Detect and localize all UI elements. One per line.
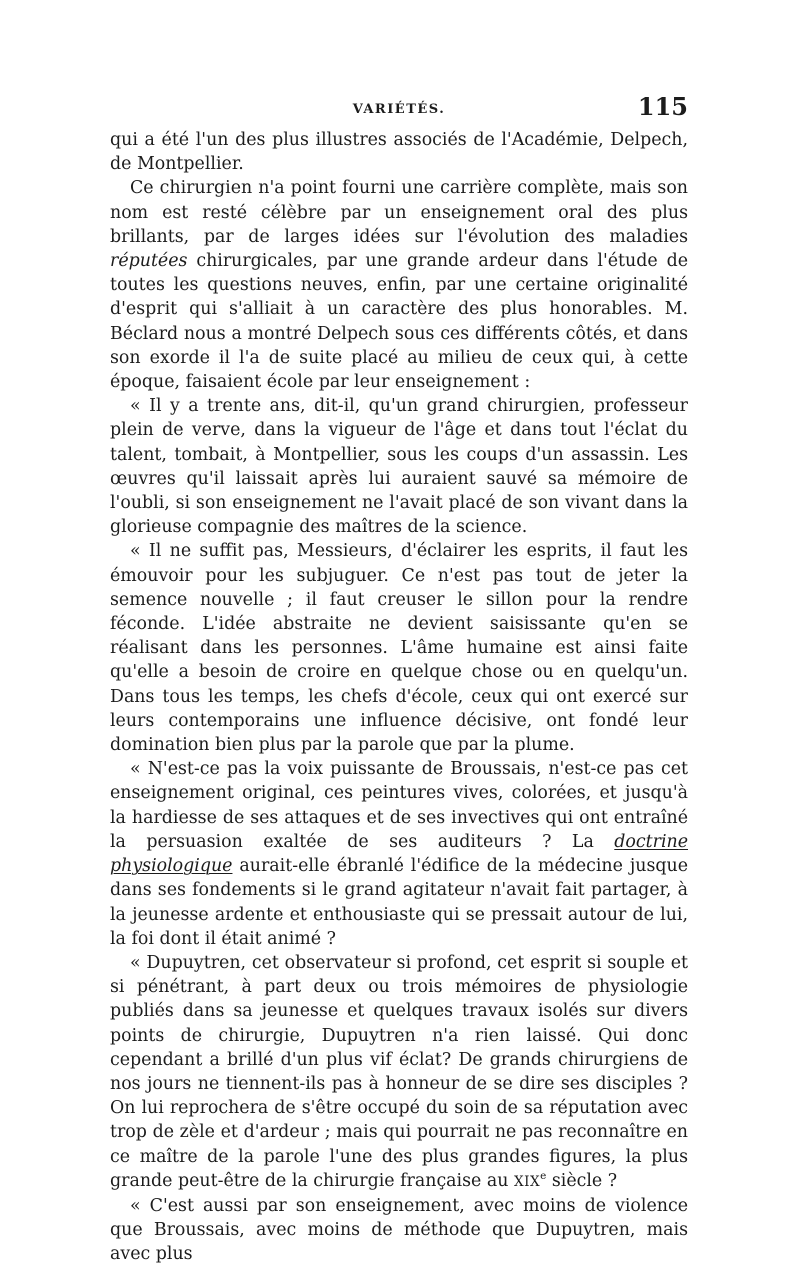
paragraph-3: « Il y a trente ans, dit-il, qu'un grand chirurgien, professeur plein de verve, dans la vigueur de l'âge et dans tout l'éclat du talent, tombait, à Montpellier, sous les coups d'un assassin. Les œuvres qu'il laissait après lui auraient sauvé sa mémoire de l'oubli, si son enseignement ne l'avait placé de son vivant dans la glorieuse compagnie des maîtres de la science. xyxy=(110,396,688,538)
paragraph-6 xyxy=(110,951,688,1194)
paragraph-2 xyxy=(110,176,688,394)
paragraph-5 xyxy=(110,757,688,951)
century-superscript: e xyxy=(540,1169,547,1182)
emphasis-reputees: réputées xyxy=(110,251,188,272)
paragraph-1: qui a été l'un des plus illustres associés de l'Académie, Delpech, de Montpellier. xyxy=(110,130,688,175)
page-number: 115 xyxy=(637,92,688,121)
page-header xyxy=(110,92,688,126)
emphasis-doctrine-physiologique: doctrine physiologique xyxy=(110,831,688,877)
paragraph-5-part-a: « N'est-ce pas la voix puissante de Broussais, n'est-ce pas cet enseignement original, ces peintures vives, colorées, et jusqu'à la hardiesse de ses attaques et de ses invectives qui ont entraîné la persuasion exaltée de ses auditeurs ? La xyxy=(110,759,688,852)
body-text xyxy=(110,128,688,1267)
running-title: VARIÉTÉS. xyxy=(352,102,446,117)
paragraph-5-part-b: aurait-elle ébranlé l'édifice de la médecine jusque dans ses fondements si le grand agitateur n'avait fait partager, à la jeunesse ardente et enthousiaste qui se pressait autour de lui, la foi dont il était animé ? xyxy=(110,856,688,949)
paragraph-2-part-a: Ce chirurgien n'a point fourni une carrière complète, mais son nom est resté célèbre par un enseignement oral des plus brillants, par de larges idées sur l'évolution des maladies xyxy=(110,178,688,247)
paragraph-2-part-b: chirurgicales, par une grande ardeur dans l'étude de toutes les questions neuves, enfin, par une certaine originalité d'esprit qui s'alliait à un caractère des plus honorables. M. Béclard nous a montré Delpech sous ces différents côtés, et dans son exorde il l'a de suite placé au milieu de ceux qui, à cette époque, faisaient école par leur enseignement : xyxy=(110,251,688,393)
paragraph-7: « C'est aussi par son enseignement, avec moins de violence que Broussais, avec moins de méthode que Dupuytren, mais avec plus xyxy=(110,1195,688,1265)
century-numeral: XIX xyxy=(513,1173,541,1190)
paragraph-6-part-b: siècle ? xyxy=(546,1170,618,1191)
paragraph-6-part-a: « Dupuytren, cet observateur si profond, cet esprit si souple et si pénétrant, à part deux ou trois mémoires de physiologie publiés dans sa jeunesse et quelques travaux isolés sur divers points de chirurgie, Dupuytren n'a rien laissé. Qui donc cependant a brillé d'un plus vif éclat? De grands chirurgiens de nos jours ne tiennent-ils pas à honneur de se dire ses disciples ? On lui reprochera de s'être occupé du soin de sa réputation avec trop de zèle et d'ardeur ; mais qui pourrait ne pas reconnaître en ce maître de la parole l'une des plus grandes figures, la plus grande peut-être de la chirurgie française au xyxy=(110,952,688,1191)
paragraph-4: « Il ne suffit pas, Messieurs, d'éclairer les esprits, il faut les émouvoir pour les subjuguer. Ce n'est pas tout de jeter la semence nouvelle ; il faut creuser le sillon pour la rendre féconde. L'idée abstraite ne devient saisissante qu'en se réalisant dans les personnes. L'âme humaine est ainsi faite qu'elle a besoin de croire en quelque chose ou en quelqu'un. Dans tous les temps, les chefs d'école, ceux qui ont exercé sur leurs contemporains une influence décisive, ont fondé leur domination bien plus par la parole que par la plume. xyxy=(110,541,688,756)
